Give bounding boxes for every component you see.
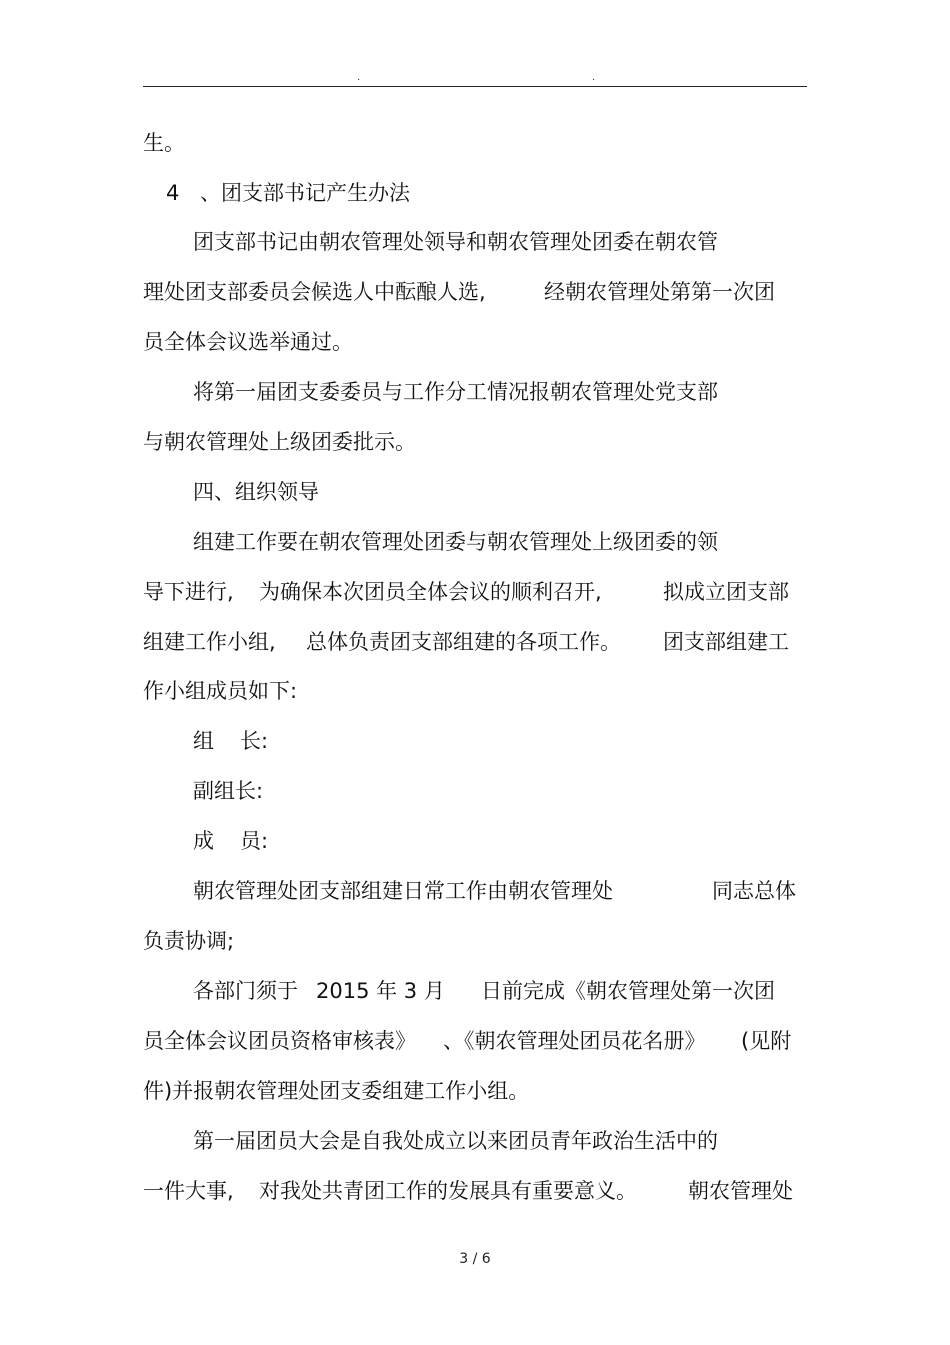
text-line: 将第一届团支委委员与工作分工情况报朝农管理处党支部 bbox=[193, 380, 718, 404]
text-line: 组建工作要在朝农管理处团委与朝农管理处上级团委的领 bbox=[193, 530, 718, 554]
text-line: 团支部书记由朝农管理处领导和朝农管理处团委在朝农管 bbox=[193, 230, 718, 254]
text-line: 第一届团员大会是自我处成立以来团员青年政治生活中的 bbox=[193, 1129, 718, 1153]
text-line: 与朝农管理处上级团委批示。 bbox=[143, 430, 416, 454]
text-line: 组建工作小组, 总体负责团支部组建的各项工作。 团支部组建工 bbox=[143, 630, 789, 654]
text-line: 导下进行, 为确保本次团员全体会议的顺利召开, 拟成立团支部 bbox=[143, 580, 789, 604]
text-line: 生。 bbox=[143, 131, 185, 155]
text-line: 一件大事, 对我处共青团工作的发展具有重要意义。 朝农管理处 bbox=[143, 1179, 793, 1203]
text-line: 作小组成员如下: bbox=[143, 679, 298, 703]
member-members: 成 员: bbox=[193, 829, 269, 853]
text-line: 员全体会议选举通过。 bbox=[143, 330, 353, 354]
header-dot-right: . bbox=[592, 72, 596, 83]
text-line: 理处团支部委员会候选人中酝酿人选, 经朝农管理处第第一次团 bbox=[143, 280, 775, 304]
text-line: 朝农管理处团支部组建日常工作由朝农管理处 同志总体 bbox=[193, 879, 796, 903]
text-line: 负责协调; bbox=[143, 929, 235, 953]
header-rule bbox=[143, 86, 807, 87]
text-line: 员全体会议团员资格审核表》 、《朝农管理处团员花名册》 (见附 bbox=[143, 1029, 792, 1053]
member-deputy: 副组长: bbox=[193, 779, 264, 803]
text-line: 件)并报朝农管理处团支委组建工作小组。 bbox=[143, 1079, 530, 1103]
section-heading-4-org: 四、组织领导 bbox=[193, 480, 319, 504]
header-dot-left: . bbox=[357, 72, 361, 83]
member-leader: 组 长: bbox=[193, 729, 269, 753]
text-line: 各部门须于 2015 年 3 月 日前完成《朝农管理处第一次团 bbox=[193, 979, 775, 1003]
section-heading-4: 4 、团支部书记产生办法 bbox=[166, 181, 410, 205]
page-number: 3 / 6 bbox=[459, 1251, 491, 1267]
